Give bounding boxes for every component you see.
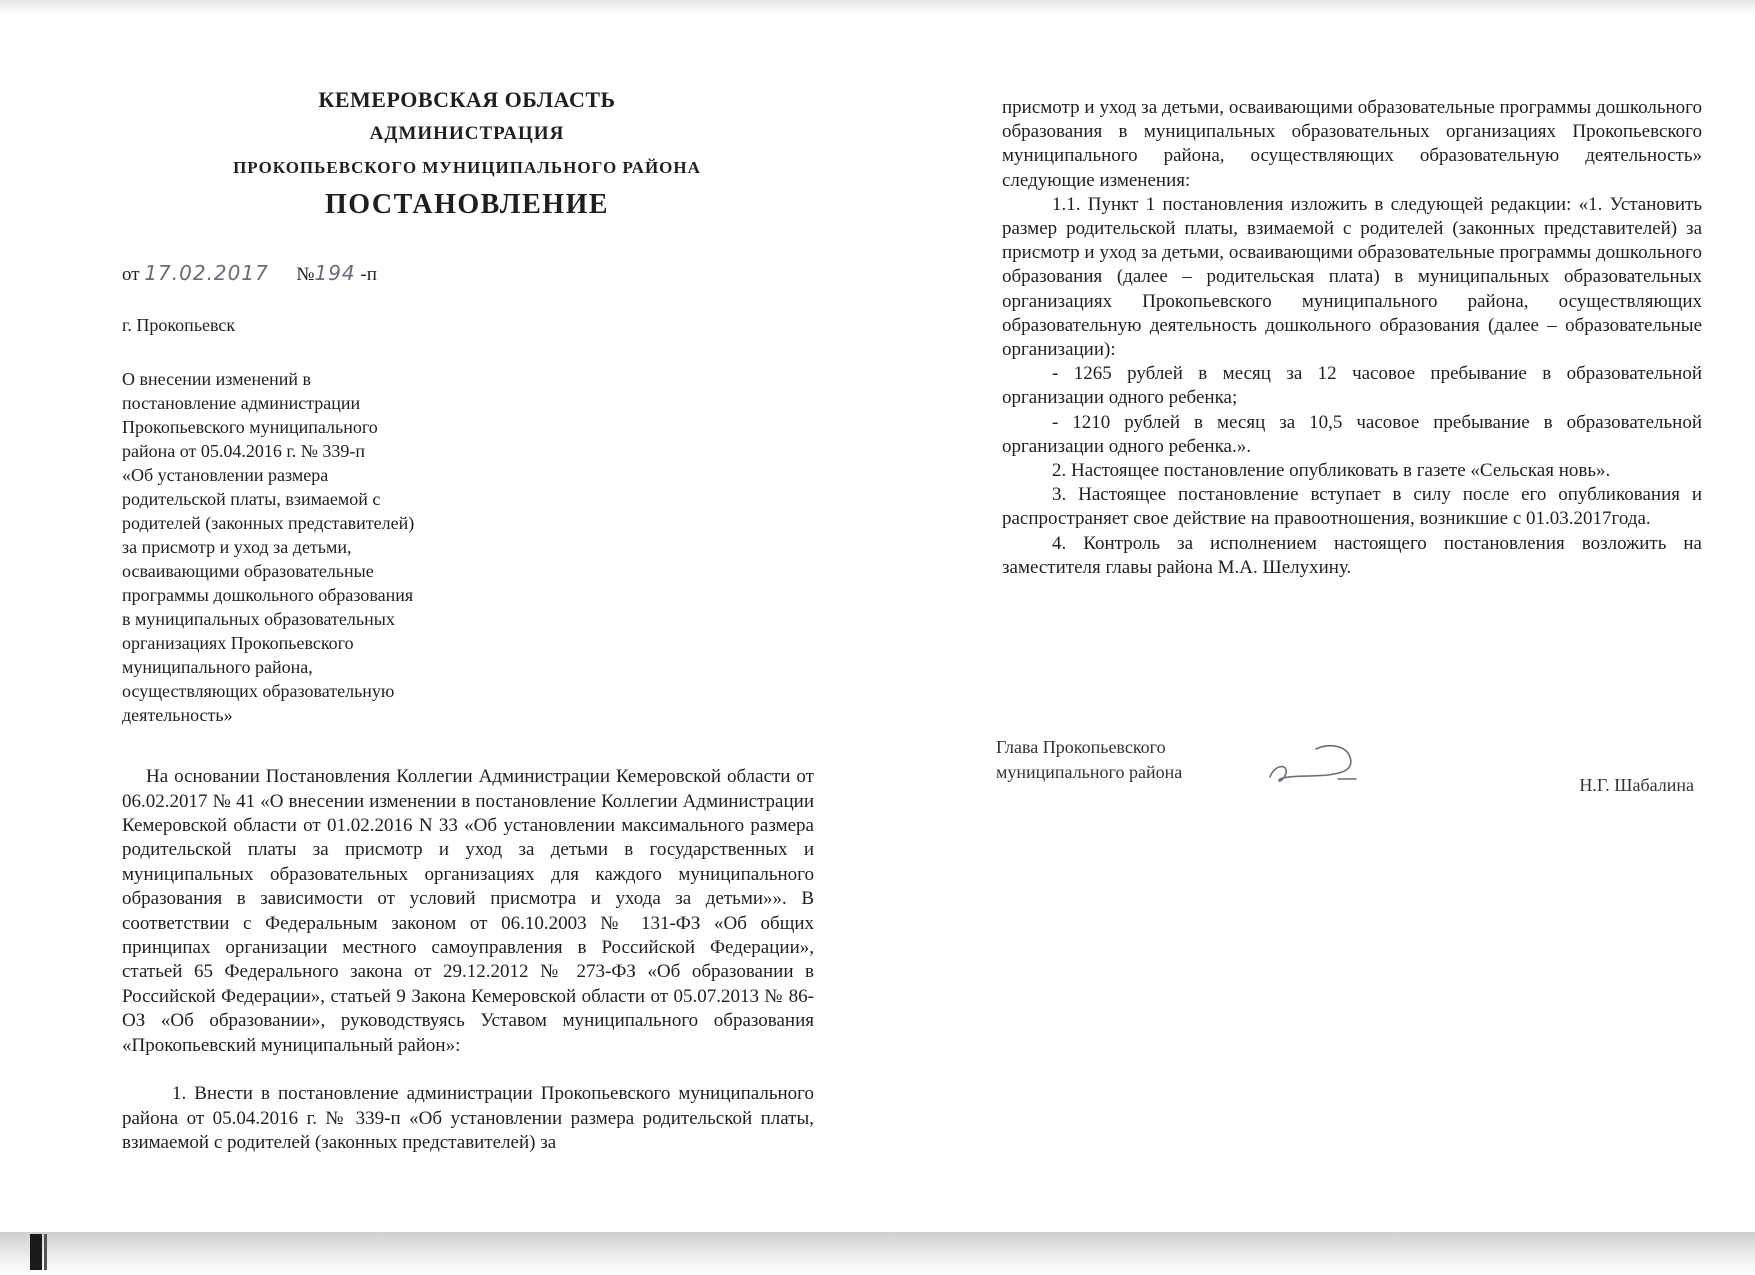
scan-bottom-shadow	[0, 1232, 1755, 1275]
header-region: КЕМЕРОВСКАЯ ОБЛАСТЬ	[318, 87, 616, 112]
date-line	[122, 261, 814, 287]
right-page	[1002, 96, 1702, 580]
body-paragraph: 4. Контроль за исполнением настоящего постановления возложить на заместителя главы района М.А. Шелухину.	[1002, 532, 1702, 578]
date-from-label: от	[122, 263, 140, 285]
subject-line: родителей (законных представителей)	[122, 513, 415, 534]
body-paragraph: - 1210 рублей в месяц за 10,5 часовое пребывание в образовательной организации одного ребенка.».	[1002, 411, 1702, 457]
header-district: ПРОКОПЬЕВСКОГО МУНИЦИПАЛЬНОГО РАЙОНА	[233, 158, 701, 178]
subject-line: программы дошкольного образования	[122, 585, 414, 606]
subject-line: в муниципальных образовательных	[122, 609, 395, 630]
subject-line: муниципального района,	[122, 657, 313, 678]
subject-line: осуществляющих образовательную	[122, 681, 395, 702]
body-paragraph: присмотр и уход за детьми, осваивающими образовательные программы дошкольного образования в муниципальных образовательных организациях Прокопьевского муниципального района, осуществляющих образовательную деятельность» следующие изменения:	[1002, 97, 1702, 191]
doc-type-title: ПОСТАНОВЛЕНИЕ	[324, 188, 610, 220]
handwritten-date: 17.02.2017	[144, 260, 269, 285]
signatory-title-line: муниципального района	[996, 762, 1183, 782]
header-org: АДМИНИСТРАЦИЯ	[369, 123, 565, 145]
signature-block	[996, 735, 1696, 825]
subject-line: О внесении изменений в	[122, 369, 312, 390]
subject-line: постановление администрации	[122, 393, 361, 414]
item1-paragraph: 1. Внести в постановление администрации Прокопьевского муниципального района от 05.04.2016 г. № 339-п «Об установлении размера родительской платы, взимаемой с родителей (законных представителей) за	[122, 1083, 814, 1153]
handwritten-signature	[1258, 735, 1368, 795]
subject-line: района от 05.04.2016 г. № 339-п	[122, 441, 366, 462]
signatory-title-line: Глава Прокопьевского	[996, 737, 1166, 757]
signatory-name: Н.Г. Шабалина	[1579, 775, 1694, 795]
handwritten-number: 194	[314, 260, 356, 285]
subject-line: осваивающими образовательные	[122, 561, 374, 582]
subject-line: Прокопьевского муниципального	[122, 417, 378, 438]
left-page	[122, 80, 814, 1174]
number-suffix: -п	[360, 263, 377, 285]
subject-line: «Об установлении размера	[122, 465, 329, 486]
scan-edge-mark	[44, 1234, 47, 1270]
signatory-title	[996, 735, 1182, 785]
subject-line: за присмотр и уход за детьми,	[122, 537, 352, 558]
body-paragraph: 2. Настоящее постановление опубликовать в газете «Сельская новь».	[1052, 460, 1611, 482]
scan-edge-mark	[30, 1234, 42, 1270]
subject-line: организациях Прокопьевского	[122, 633, 354, 654]
scan-top-shadow	[0, 0, 1755, 14]
subject-line: деятельность»	[122, 705, 233, 726]
number-label: №	[296, 263, 315, 285]
body-paragraph: - 1265 рублей в месяц за 12 часовое пребывание в образовательной организации одного ребенка;	[1002, 363, 1702, 409]
city: г. Прокопьевск	[122, 315, 236, 336]
subject-line: родительской платы, взимаемой с	[122, 489, 381, 510]
preamble-paragraph: На основании Постановления Коллегии Администрации Кемеровской области от 06.02.2017 № 41 «О внесении изменении в постановление Коллегии Администрации Кемеровской области от 01.02.2016 N 33 «Об установлении максимального размера родительской платы за присмотр и уход за детьми в государственных и муниципальных образовательных организациях для каждого муниципального образования в зависимости от условий присмотра и ухода за детьми»». В соответствии с Федеральным законом от 06.10.2003 № 131-ФЗ «Об общих принципах организации местного самоуправления в Российской Федерации», статьей 65 Федерального закона от 29.12.2012 № 273-ФЗ «Об образовании в Российской Федерации», статьей 9 Закона Кемеровской области от 05.07.2013 № 86-ОЗ «Об образовании», руководствуясь Уставом муниципального образования «Прокопьевский муниципальный район»:	[122, 766, 814, 1056]
body-paragraph: 1.1. Пункт 1 постановления изложить в следующей редакции: «1. Установить размер родительской платы, взимаемой с родителей (законных представителей) за присмотр и уход за детьми, осваивающими образовательные программы дошкольного образования (далее – родительская плата) в муниципальных образовательных организациях Прокопьевского муниципального района, осуществляющих образовательную деятельность дошкольного образования (далее – образовательные организации):	[1002, 193, 1702, 361]
body-paragraph: 3. Настоящее постановление вступает в силу после его опубликования и распространяет свое действие на правоотношения, возникшие с 01.03.2017года.	[1002, 484, 1702, 530]
subject-block	[122, 367, 462, 727]
